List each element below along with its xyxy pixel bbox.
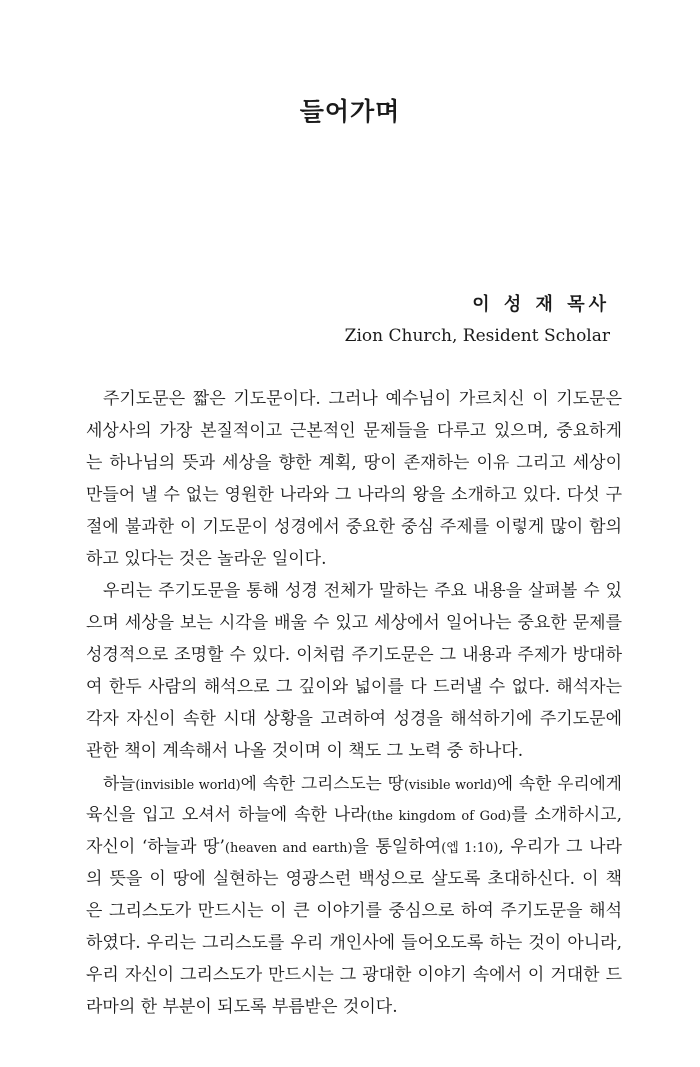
- text-run: 에 속한 그리스도는 땅: [240, 773, 404, 793]
- author-block: [345, 290, 610, 346]
- text-run: 하늘: [103, 773, 136, 793]
- english-gloss: (invisible world): [135, 778, 241, 793]
- text-line: 으며 세상을 보는 시각을 배울 수 있고 세상에서 일어나는 중요한 문제를: [86, 613, 622, 633]
- text-line: 만들어 낼 수 없는 영원한 나라와 그 나라의 왕을 소개하고 있다. 다섯 구: [86, 485, 622, 505]
- text-line: 은 그리스도가 만드시는 이 큰 이야기를 중심으로 하여 주기도문을 해석: [86, 901, 622, 921]
- text-line: [86, 767, 622, 799]
- text-line: 하였다. 우리는 그리스도를 우리 개인사에 들어오도록 하는 것이 아니라,: [86, 933, 622, 953]
- text-line: 라마의 한 부분이 되도록 부름받은 것이다.: [86, 997, 398, 1017]
- text-line: 우리 자신이 그리스도가 만드시는 그 광대한 이야기 속에서 이 거대한 드: [86, 965, 622, 985]
- text-line: 세상사의 가장 본질적이고 근본적인 문제들을 다루고 있으며, 중요하게: [86, 421, 622, 441]
- english-gloss: (heaven and earth): [224, 841, 353, 856]
- text-line: 성경적으로 조명할 수 있다. 이처럼 주기도문은 그 내용과 주제가 방대하: [86, 645, 622, 665]
- text-line: 우리는 주기도문을 통해 성경 전체가 말하는 주요 내용을 살펴볼 수 있: [103, 581, 622, 601]
- text-line: [86, 799, 622, 831]
- paragraph: [86, 383, 622, 575]
- text-run: 에 속한 우리에게: [496, 773, 622, 793]
- text-run: 자신이 ‘하늘과 땅’: [86, 837, 225, 857]
- text-run: 을 통일하여: [352, 837, 442, 857]
- paragraph: [86, 767, 622, 1023]
- text-run: 육신을 입고 오셔서 하늘에 속한 나라: [86, 805, 367, 825]
- text-run: , 우리가 그 나라: [498, 837, 622, 857]
- verse-reference: (엡 1:10): [441, 841, 499, 856]
- text-line: 관한 책이 계속해서 나올 것이며 이 책도 그 노력 중 하나다.: [86, 741, 524, 761]
- author-role: Zion Church, Resident Scholar: [344, 326, 610, 346]
- text-line: 절에 불과한 이 기도문이 성경에서 중요한 중심 주제를 이렇게 많이 함의: [86, 517, 622, 537]
- text-line: 주기도문은 짧은 기도문이다. 그러나 예수님이 가르치신 이 기도문은: [103, 389, 622, 409]
- english-gloss: (visible world): [403, 778, 497, 793]
- text-line: 의 뜻을 이 땅에 실현하는 영광스런 백성으로 살도록 초대하신다. 이 책: [86, 869, 622, 889]
- text-line: 각자 자신이 속한 시대 상황을 고려하여 성경을 해석하기에 주기도문에: [86, 709, 622, 729]
- body-text: [86, 383, 622, 1023]
- paragraph: [86, 575, 622, 767]
- text-line: 하고 있다는 것은 놀라운 일이다.: [86, 549, 327, 569]
- text-run: 를 소개하시고,: [511, 805, 622, 825]
- page-title: 들어가며: [299, 97, 401, 126]
- english-gloss: (the kingdom of God): [366, 809, 512, 824]
- text-line: 여 한두 사람의 해석으로 그 깊이와 넓이를 다 드러낼 수 없다. 해석자는: [86, 677, 622, 697]
- author-name: 이 성 재 목사: [472, 294, 610, 315]
- text-line: 는 하나님의 뜻과 세상을 향한 계획, 땅이 존재하는 이유 그리고 세상이: [86, 453, 622, 473]
- text-line: [86, 831, 622, 863]
